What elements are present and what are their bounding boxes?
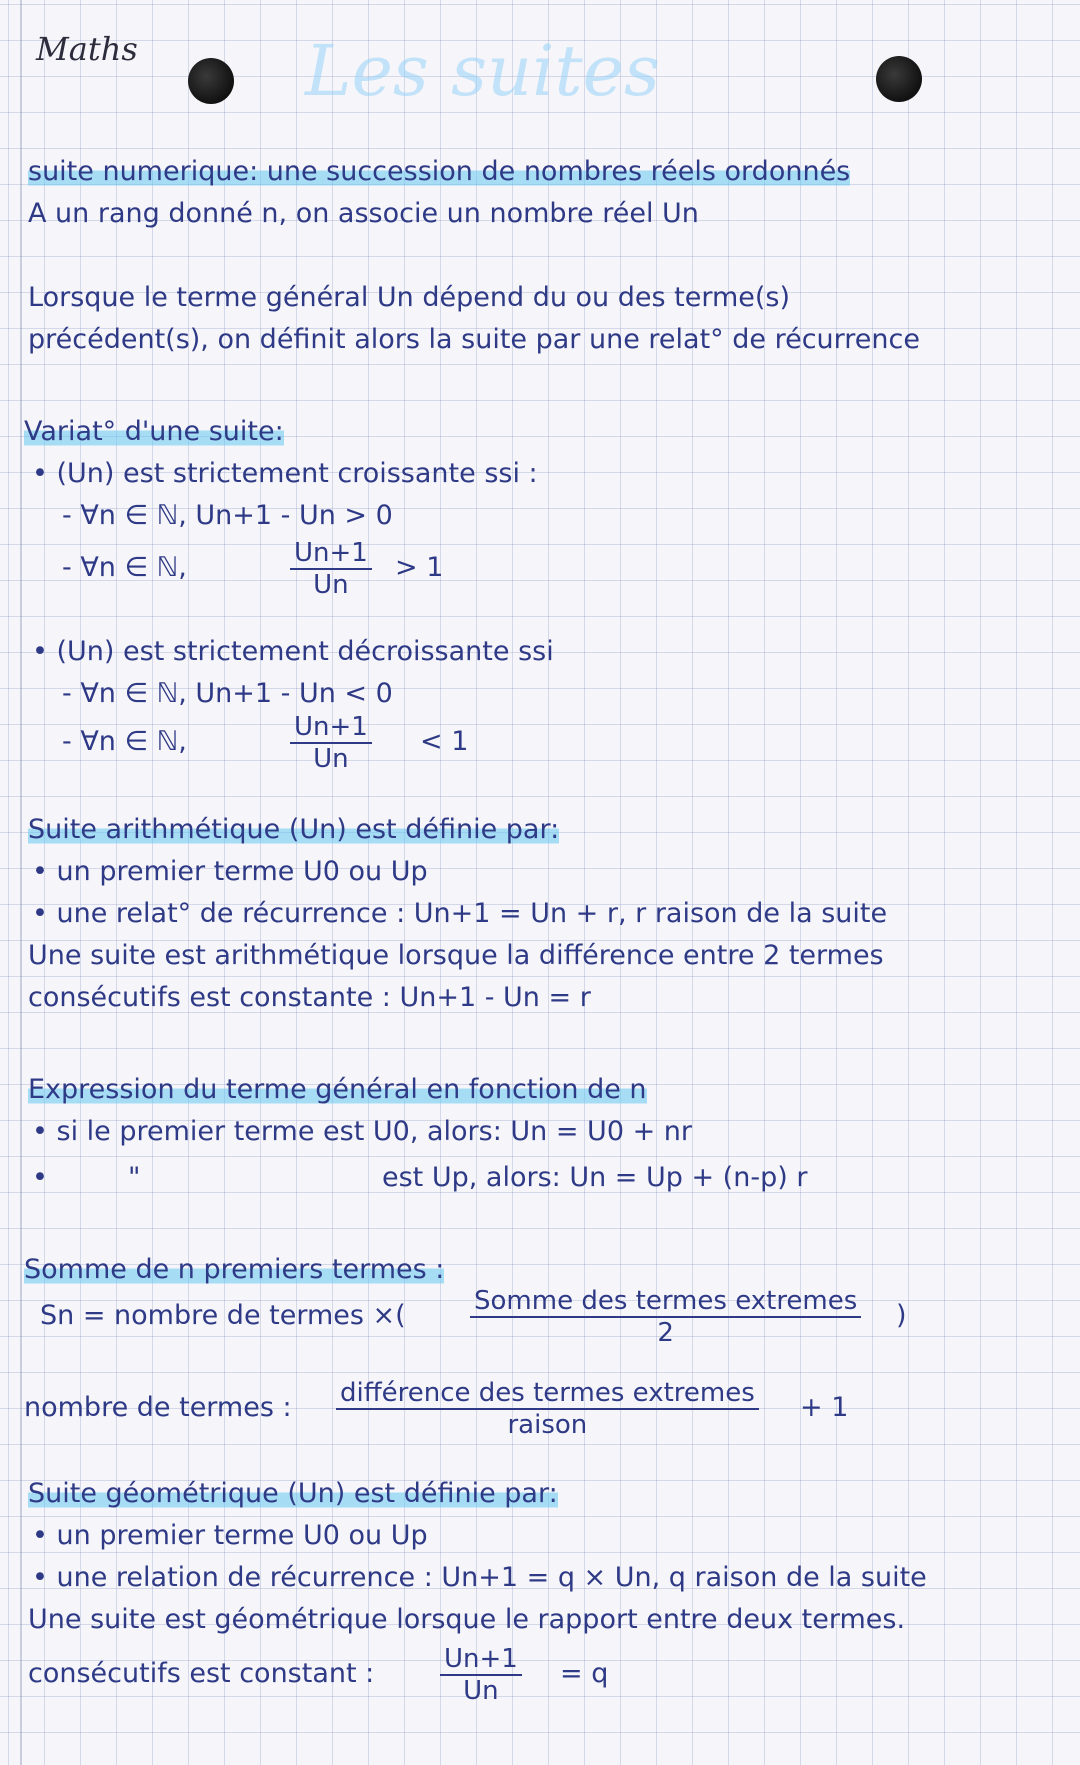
definition-line-1: suite numerique: une succession de nombres réels ordonnés bbox=[28, 156, 851, 187]
subject-label: Maths bbox=[36, 30, 138, 68]
fraction-numerator: Un+1 bbox=[440, 1644, 522, 1676]
binder-hole-right bbox=[876, 56, 922, 102]
geometric-ratio-equals: = q bbox=[560, 1658, 609, 1689]
arithmetic-recurrence: • une relat° de récurrence : Un+1 = Un + r, r raison de la suite bbox=[32, 898, 888, 929]
margin-line bbox=[20, 0, 22, 1765]
decreasing-ratio-fraction bbox=[290, 712, 372, 774]
fraction-denominator: raison bbox=[507, 1410, 588, 1440]
variation-title: Variat° d'une suite: bbox=[24, 416, 284, 447]
increasing-ratio-fraction bbox=[290, 538, 372, 600]
recurrence-line-2: précédent(s), on définit alors la suite par une relat° de récurrence bbox=[28, 324, 920, 355]
fraction-denominator: 2 bbox=[657, 1318, 674, 1348]
increasing-condition: • (Un) est strictement croissante ssi : bbox=[32, 458, 538, 489]
arithmetic-first-term: • un premier terme U0 ou Up bbox=[32, 856, 428, 887]
fraction-numerator: Un+1 bbox=[290, 712, 372, 744]
fraction-numerator: Un+1 bbox=[290, 538, 372, 570]
geometric-title: Suite géométrique (Un) est définie par: bbox=[28, 1478, 558, 1509]
page-title: Les suites bbox=[305, 30, 660, 112]
definition-line-2: A un rang donné n, on associe un nombre réel Un bbox=[28, 198, 699, 229]
general-term-title: Expression du terme général en fonction de n bbox=[28, 1074, 647, 1105]
decreasing-rule-b-label: - ∀n ∈ ℕ, bbox=[62, 726, 187, 757]
decreasing-condition: • (Un) est strictement décroissante ssi bbox=[32, 636, 554, 667]
term-count-label: nombre de termes : bbox=[24, 1392, 292, 1423]
sum-title: Somme de n premiers termes : bbox=[24, 1254, 445, 1285]
geometric-first-term: • un premier terme U0 ou Up bbox=[32, 1520, 428, 1551]
arithmetic-definition-2: consécutifs est constante : Un+1 - Un = r bbox=[28, 982, 591, 1013]
sum-closing-paren: ) bbox=[896, 1300, 907, 1331]
geometric-definition-1: Une suite est géométrique lorsque le rapport entre deux termes. bbox=[28, 1604, 906, 1635]
term-count-plus-one: + 1 bbox=[800, 1392, 849, 1423]
fraction-denominator: Un bbox=[313, 744, 349, 774]
fraction-numerator: différence des termes extremes bbox=[336, 1378, 759, 1410]
increasing-rule-a: - ∀n ∈ ℕ, Un+1 - Un > 0 bbox=[62, 500, 393, 531]
arithmetic-definition-1: Une suite est arithmétique lorsque la différence entre 2 termes bbox=[28, 940, 884, 971]
geometric-ratio-fraction bbox=[440, 1644, 522, 1706]
sum-fraction bbox=[470, 1286, 861, 1348]
sum-formula-label: Sn = nombre de termes ×( bbox=[40, 1300, 406, 1331]
fraction-numerator: Somme des termes extremes bbox=[470, 1286, 861, 1318]
increasing-ratio-comparison: > 1 bbox=[395, 552, 444, 583]
binder-hole-left bbox=[188, 58, 234, 104]
decreasing-rule-a: - ∀n ∈ ℕ, Un+1 - Un < 0 bbox=[62, 678, 393, 709]
fraction-denominator: Un bbox=[463, 1676, 499, 1706]
increasing-rule-b-label: - ∀n ∈ ℕ, bbox=[62, 552, 187, 583]
geometric-recurrence: • une relation de récurrence : Un+1 = q × Un, q raison de la suite bbox=[32, 1562, 927, 1593]
term-count-fraction bbox=[336, 1378, 759, 1440]
geometric-definition-2: consécutifs est constant : bbox=[28, 1658, 375, 1689]
general-term-u0: • si le premier terme est U0, alors: Un = U0 + nr bbox=[32, 1116, 692, 1147]
ditto-mark: " bbox=[128, 1162, 141, 1193]
arithmetic-title: Suite arithmétique (Un) est définie par: bbox=[28, 814, 560, 845]
fraction-denominator: Un bbox=[313, 570, 349, 600]
general-term-up: est Up, alors: Un = Up + (n-p) r bbox=[382, 1162, 808, 1193]
decreasing-ratio-comparison: < 1 bbox=[420, 726, 469, 757]
general-term-bullet: • bbox=[32, 1162, 48, 1193]
recurrence-line-1: Lorsque le terme général Un dépend du ou des terme(s) bbox=[28, 282, 791, 313]
